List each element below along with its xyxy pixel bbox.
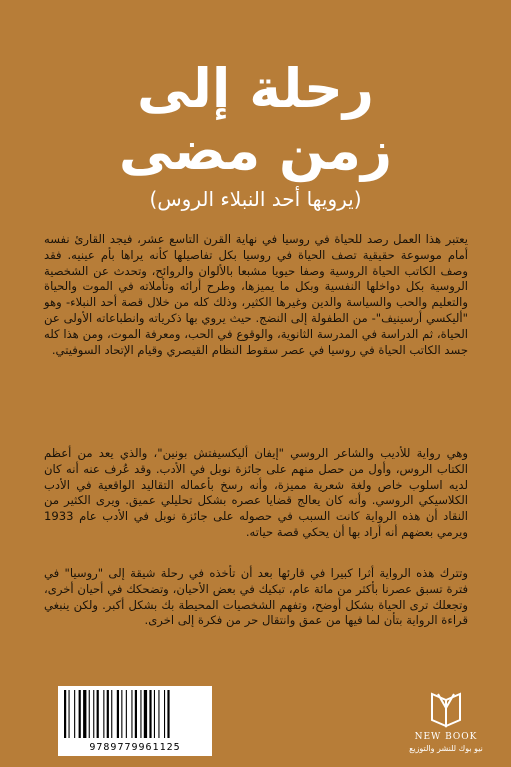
publisher-name: NEW BOOK (414, 732, 478, 742)
isbn-barcode (58, 686, 212, 756)
blurb-paragraph-2: وهي رواية للأديب والشاعر الروسي "إيفان أليكسيفتش بونين"، والذي يعد من أعظم الكتاب الروس، وأول من حصل منهم على جائزة نوبل في الأدب. وقد عُرف عنه أنه كان لديه اسلوب خاص ولغة شعرية مميزة، وأنه رسخ بأعماله التقاليد الواقعية في الأدب الكلاسيكي الروسي. وأنه كان يعالج قضايا عصره بشكل تحليلي عميق. ويرى الكثير من النقاد أن هذه الرواية كانت السبب في حصوله على جائزة نوبل في الأدب عام 1933 ويرمي بعضهم أنه أراد بها أن يحكي قصة حياته. (44, 446, 468, 539)
isbn-number: 9789779961125 (89, 742, 181, 753)
publisher-tagline: نيو بوك للنشر والتوزيع (409, 744, 483, 753)
subtitle: (يرويها أحد النبلاء الروس) (149, 187, 362, 211)
open-book-icon (428, 690, 464, 730)
title-line-1: رحلة إلى (136, 57, 374, 120)
publisher-logo (408, 690, 484, 758)
blurb-paragraph-1: يعتبر هذا العمل رصد للحياة في روسيا في نهاية القرن التاسع عشر، فيجد القارئ نفسه أمام موسوعة حقيقية تصف الحياة في روسيا بكل تفاصيلها كأنه يراها بأم عينيه. فقد وصف الكاتب الحياة الروسية وصفا حيويا مشبعا بالألوان والروائح، وتحدث عن الشخصية الروسية بكل دواخلها النفسية وبكل ما يميزها، وطرح أرائه وتأملاته في الموت والحياة والتعليم والحب والسياسة والدين وغيرها الكثير، وذلك كله من خلال قصة أحد النبلاء- وهو "أليكسي أرسينيف"- من الطفولة إلى النضج. حيث يروي بها ذكرياته وانطباعاته الأولى عن الحياة، ثم الدراسة في المدرسة الثانوية، والوقوع في الحب، ومعرفة الموت، ومن هذا كله جسد الكاتب الحياة في روسيا في عصر سقوط النظام القيصري وقيام الإتحاد السوفيتي. (44, 232, 468, 357)
title-line-2: زمن مضى (118, 119, 393, 182)
blurb-paragraph-3: وتترك هذه الرواية أثرا كبيرا في قارئها بعد أن تأخذه في رحلة شيقة إلى "روسيا" في فترة تسبق عصرنا بأكثر من مائة عام، تبكيك في بعض الأحيان، وتضحكك في أحيان أخرى، وتجعلك ترى الحياة بشكل أوضح، وتفهم الشخصيات المحيطة بك بشكل أكبر. ولكن ينبغي قراءة الرواية بتأن لما فيها من عمق وانتقال حر من فكرة إلى اخرى. (44, 566, 468, 628)
barcode-bars (64, 690, 206, 738)
